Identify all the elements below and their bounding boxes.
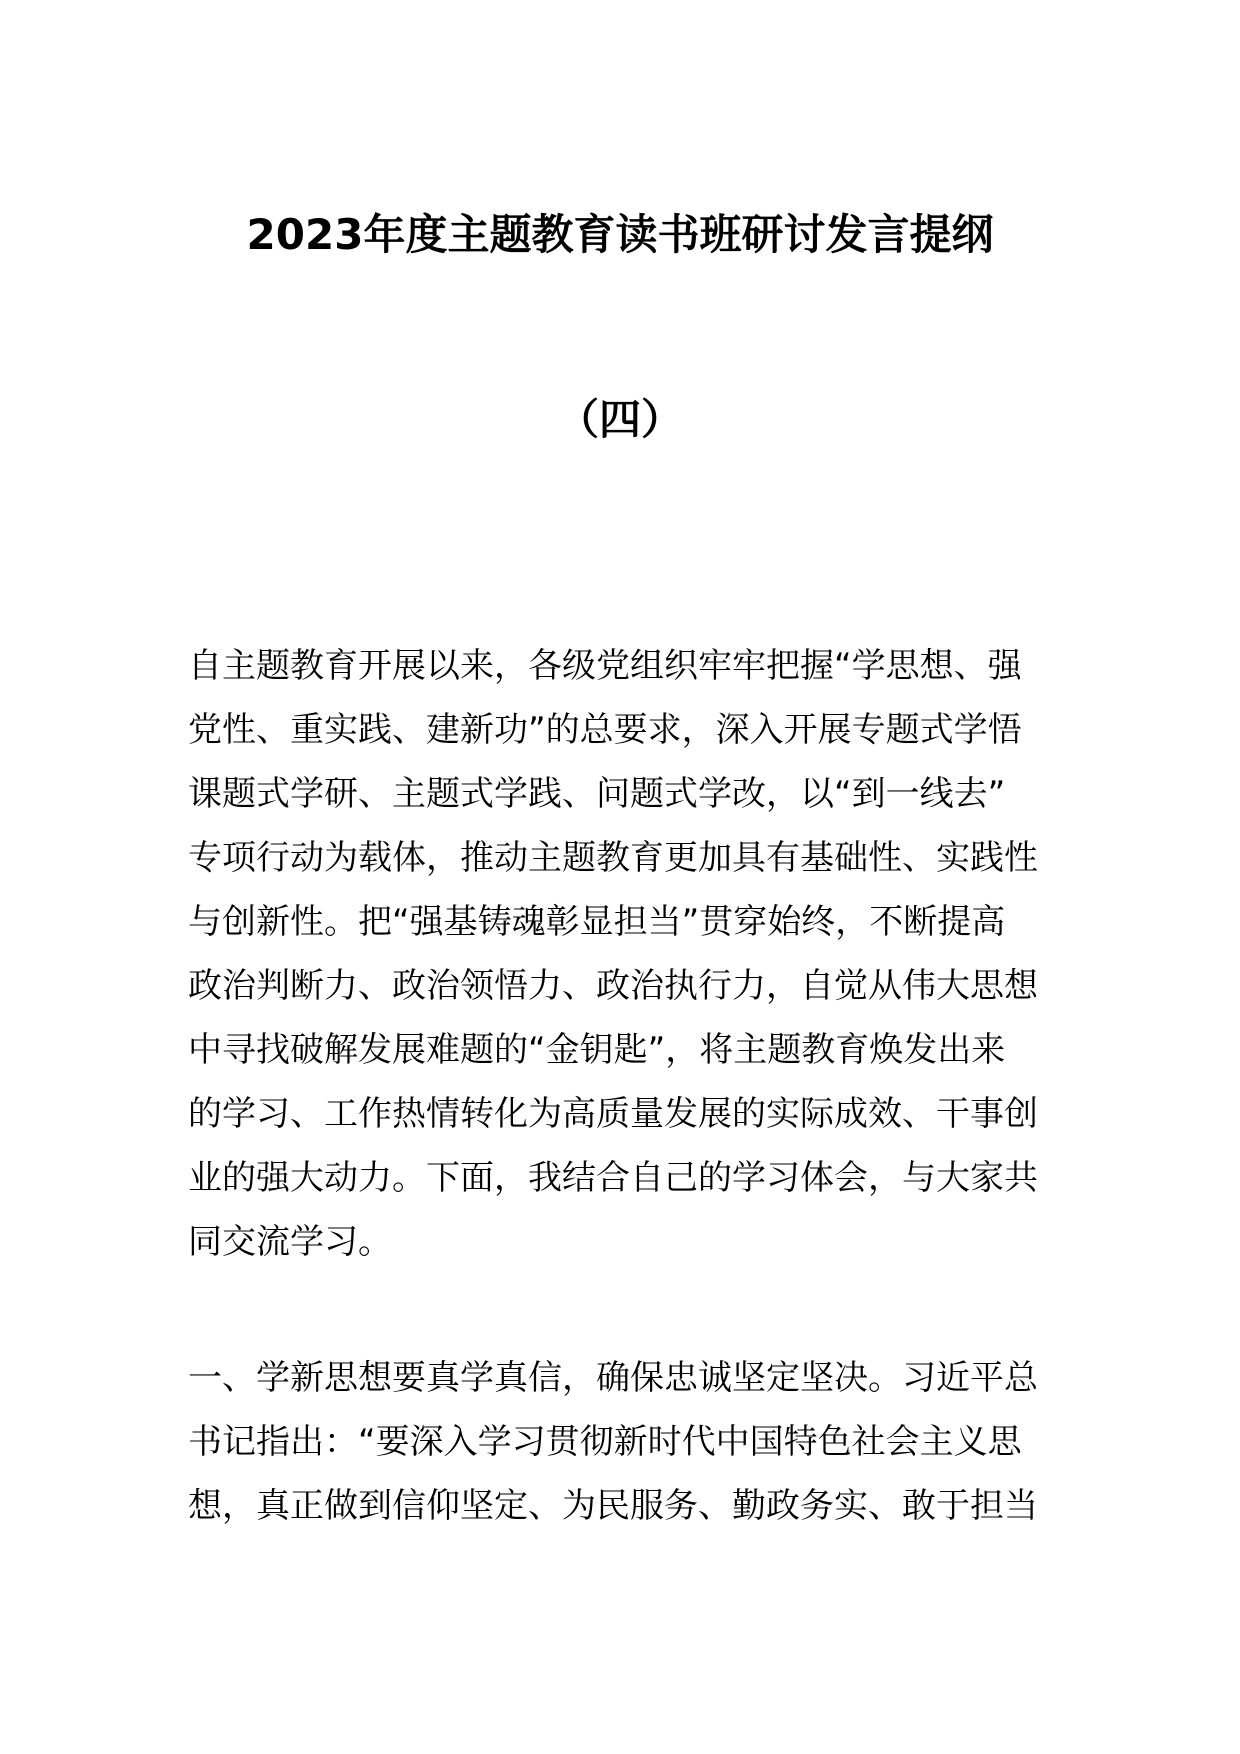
paragraph-line: 课题式学研、主题式学践、问题式学改，以“到一线去” bbox=[188, 774, 1006, 814]
paragraph-line: 业的强大动力。下面，我结合自己的学习体会，与大家共 bbox=[188, 1158, 1038, 1198]
paragraph-line: 专项行动为载体，推动主题教育更加具有基础性、实践性 bbox=[188, 838, 1038, 878]
paragraph-line: 的学习、工作热情转化为高质量发展的实际成效、干事创 bbox=[188, 1094, 1038, 1134]
paragraph-line: 自主题教育开展以来，各级党组织牢牢把握“学思想、强 bbox=[188, 646, 1022, 686]
paragraph-line: 书记指出：“要深入学习贯彻新时代中国特色社会主义思 bbox=[188, 1422, 1022, 1462]
paragraph-line: 同交流学习。 bbox=[188, 1222, 392, 1262]
paragraph-line: 一、学新思想要真学真信，确保忠诚坚定坚决。习近平总 bbox=[188, 1358, 1038, 1398]
paragraph-line: 党性、重实践、建新功”的总要求，深入开展专题式学悟 bbox=[188, 710, 1022, 750]
document-subtitle: （四） bbox=[556, 395, 683, 444]
paragraph-line: 与创新性。把“强基铸魂彰显担当”贯穿始终，不断提高 bbox=[188, 902, 1006, 942]
document-title: 2023年度主题教育读书班研讨发言提纲 bbox=[246, 210, 994, 259]
paragraph-section-one bbox=[188, 1346, 1052, 1538]
paragraph-line: 想，真正做到信仰坚定、为民服务、勤政务实、敢于担当 bbox=[188, 1486, 1038, 1526]
paragraph-intro bbox=[188, 634, 1052, 1274]
paragraph-line: 中寻找破解发展难题的“金钥匙”，将主题教育焕发出来 bbox=[188, 1030, 1006, 1070]
paragraph-line: 政治判断力、政治领悟力、政治执行力，自觉从伟大思想 bbox=[188, 966, 1038, 1006]
